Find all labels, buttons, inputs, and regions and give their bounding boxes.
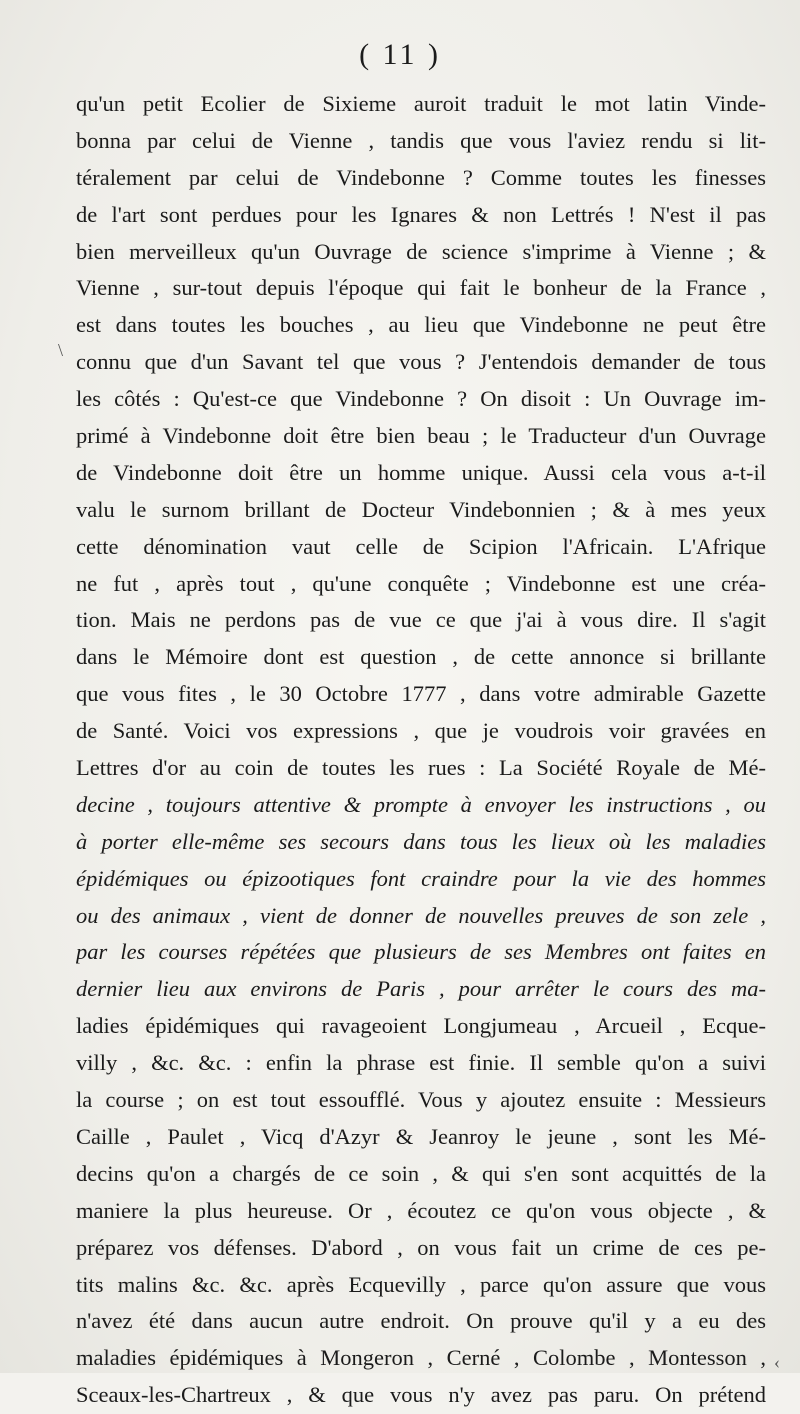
- text-line: la course ; on est tout essoufflé. Vous y ajoutez ensuite : Messieurs: [76, 1087, 766, 1113]
- text-line: valu le surnom brillant de Docteur Vindebonnien ; & à mes yeux: [76, 496, 766, 522]
- text-line: maniere la plus heureuse. Or , écoutez ce qu'on vous objecte , &: [76, 1197, 766, 1223]
- text-line: cette dénomination vaut celle de Scipion l'Africain. L'Afrique: [76, 533, 766, 559]
- text-line: Vienne , sur-tout depuis l'époque qui fait le bonheur de la France ,: [76, 275, 766, 301]
- margin-mark: \: [58, 340, 64, 360]
- italic-quote-line: decine , toujours attentive & prompte à envoyer les instructions , ou: [76, 791, 766, 817]
- text-line: ne fut , après tout , qu'une conquête ; Vindebonne est une créa-: [76, 570, 766, 596]
- text-line: tion. Mais ne perdons pas de vue ce que j'ai à vous dire. Il s'agit: [76, 607, 766, 633]
- text-line: qu'un petit Ecolier de Sixieme auroit traduit le mot latin Vinde-: [76, 91, 766, 116]
- text-line: Sceaux-les-Chartreux , & que vous n'y avez pas paru. On prétend: [76, 1382, 766, 1408]
- text-line: dans le Mémoire dont est question , de cette annonce si brillante: [76, 644, 766, 670]
- text-line: les côtés : Qu'est-ce que Vindebonne ? On disoit : Un Ouvrage im-: [76, 386, 766, 412]
- italic-quote-line: dernier lieu aux environs de Paris , pour arrêter le cours des ma-: [76, 976, 766, 1002]
- text-line: de Santé. Voici vos expressions , que je voudrois voir gravées en: [76, 718, 766, 744]
- text-line: bien merveilleux qu'un Ouvrage de science s'imprime à Vienne ; &: [76, 238, 766, 264]
- text-line: téralement par celui de Vindebonne ? Comme toutes les finesses: [76, 164, 766, 190]
- text-line: ladies épidémiques qui ravageoient Longjumeau , Arcueil , Ecque-: [76, 1013, 766, 1039]
- text-line: est dans toutes les bouches , au lieu que Vindebonne ne peut être: [76, 312, 766, 338]
- margin-mark: ‹: [774, 1352, 780, 1372]
- italic-quote-line: ou des animaux , vient de donner de nouvelles preuves de son zele ,: [76, 902, 766, 928]
- text-line: primé à Vindebonne doit être bien beau ; le Traducteur d'un Ouvrage: [76, 423, 766, 449]
- text-line: tits malins &c. &c. après Ecquevilly , parce qu'on assure que vous: [76, 1271, 766, 1297]
- text-line: Caille , Paulet , Vicq d'Azyr & Jeanroy le jeune , sont les Mé-: [76, 1123, 766, 1149]
- text-line: de Vindebonne doit être un homme unique. Aussi cela vous a-t-il: [76, 459, 766, 485]
- italic-quote-line: à porter elle-même ses secours dans tous les lieux où les maladies: [76, 828, 766, 854]
- text-line: decins qu'on a chargés de ce soin , & qui s'en sont acquittés de la: [76, 1160, 766, 1186]
- page-number: ( 11 ): [359, 38, 441, 71]
- body-text: [76, 86, 766, 1414]
- text-line: bonna par celui de Vienne , tandis que vous l'aviez rendu si lit-: [76, 127, 766, 153]
- text-line: maladies épidémiques à Mongeron , Cerné , Colombe , Montesson ,: [76, 1345, 766, 1371]
- italic-quote-line: épidémiques ou épizootiques font craindre pour la vie des hommes: [76, 865, 766, 891]
- text-line: n'avez été dans aucun autre endroit. On prouve qu'il y a eu des: [76, 1308, 766, 1334]
- text-line: Lettres d'or au coin de toutes les rues : La Société Royale de Mé-: [76, 755, 766, 781]
- text-line: connu que d'un Savant tel que vous ? J'entendois demander de tous: [76, 349, 766, 375]
- text-line: que vous fites , le 30 Octobre 1777 , dans votre admirable Gazette: [76, 681, 766, 707]
- text-line: villy , &c. &c. : enfin la phrase est finie. Il semble qu'on a suivi: [76, 1050, 766, 1076]
- text-line: préparez vos défenses. D'abord , on vous fait un crime de ces pe-: [76, 1234, 766, 1260]
- italic-quote-line: par les courses répétées que plusieurs de ses Membres ont faites en: [76, 939, 766, 965]
- text-line: de l'art sont perdues pour les Ignares & non Lettrés ! N'est il pas: [76, 201, 766, 227]
